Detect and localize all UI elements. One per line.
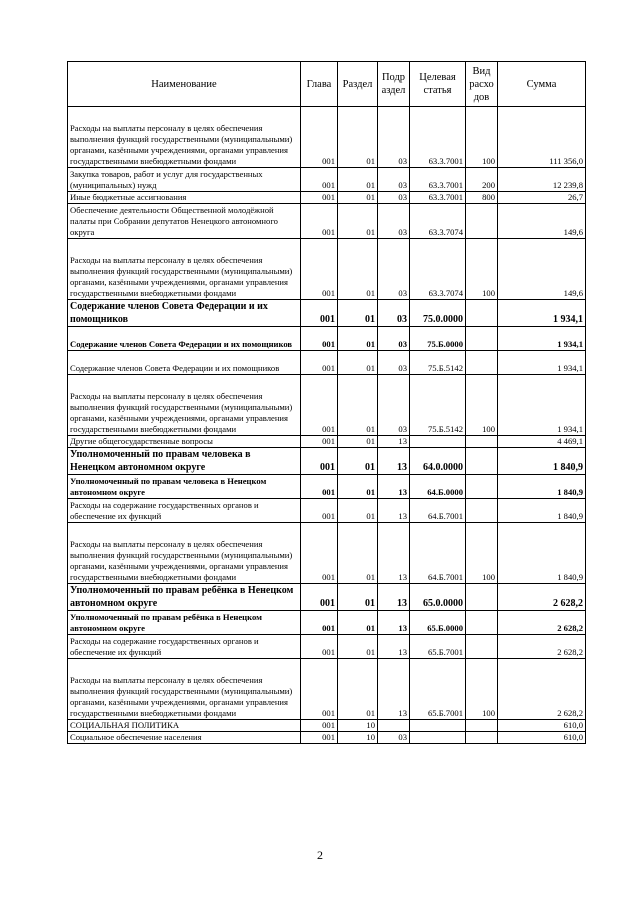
cell-amount: 149,6 bbox=[498, 239, 586, 300]
cell-name: Другие общегосударственные вопросы bbox=[68, 436, 301, 448]
cell-amount: 4 469,1 bbox=[498, 436, 586, 448]
cell-subsection: 13 bbox=[378, 523, 410, 584]
cell-expense-type bbox=[466, 584, 498, 611]
cell-name: Уполномоченный по правам человека в Ненецком автономном округе bbox=[68, 475, 301, 499]
cell-name: Иные бюджетные ассигнования bbox=[68, 192, 301, 204]
table-row bbox=[68, 499, 586, 523]
table-row bbox=[68, 436, 586, 448]
cell-expense-type bbox=[466, 204, 498, 239]
cell-amount: 149,6 bbox=[498, 204, 586, 239]
cell-expense-type bbox=[466, 300, 498, 327]
cell-expense-type bbox=[466, 732, 498, 744]
cell-expense-type: 100 bbox=[466, 375, 498, 436]
cell-target: 64.0.0000 bbox=[410, 448, 466, 475]
cell-name: Расходы на выплаты персоналу в целях обеспечения выполнения функций государственными (муниципальными) органами, казёнными учреждениями, органами управления государственными внебюджетными фондами bbox=[68, 107, 301, 168]
cell-subsection: 03 bbox=[378, 239, 410, 300]
cell-name: Расходы на содержание государственных органов и обеспечение их функций bbox=[68, 635, 301, 659]
cell-subsection: 13 bbox=[378, 436, 410, 448]
cell-name: СОЦИАЛЬНАЯ ПОЛИТИКА bbox=[68, 720, 301, 732]
cell-section: 01 bbox=[338, 436, 378, 448]
cell-target: 65.Б.0000 bbox=[410, 611, 466, 635]
cell-section: 01 bbox=[338, 584, 378, 611]
cell-subsection: 03 bbox=[378, 732, 410, 744]
header-amount: Сумма bbox=[498, 62, 586, 107]
cell-name: Расходы на выплаты персоналу в целях обеспечения выполнения функций государственными (муниципальными) органами, казёнными учреждениями, органами управления государственными внебюджетными фондами bbox=[68, 375, 301, 436]
cell-target: 75.Б.5142 bbox=[410, 375, 466, 436]
cell-name: Содержание членов Совета Федерации и их помощников bbox=[68, 300, 301, 327]
cell-amount: 111 356,0 bbox=[498, 107, 586, 168]
cell-chapter: 001 bbox=[301, 436, 338, 448]
table-row bbox=[68, 523, 586, 584]
cell-target: 63.3.7001 bbox=[410, 168, 466, 192]
cell-name: Содержание членов Совета Федерации и их помощников bbox=[68, 327, 301, 351]
cell-subsection: 13 bbox=[378, 448, 410, 475]
cell-subsection: 03 bbox=[378, 107, 410, 168]
cell-chapter: 001 bbox=[301, 375, 338, 436]
cell-name: Уполномоченный по правам ребёнка в Ненецком автономном округе bbox=[68, 584, 301, 611]
cell-subsection: 03 bbox=[378, 204, 410, 239]
cell-target bbox=[410, 732, 466, 744]
cell-chapter: 001 bbox=[301, 204, 338, 239]
cell-target: 63.3.7074 bbox=[410, 239, 466, 300]
cell-chapter: 001 bbox=[301, 659, 338, 720]
cell-amount: 610,0 bbox=[498, 732, 586, 744]
cell-chapter: 001 bbox=[301, 239, 338, 300]
cell-section: 01 bbox=[338, 204, 378, 239]
header-chapter: Глава bbox=[301, 62, 338, 107]
cell-amount: 1 934,1 bbox=[498, 327, 586, 351]
table-row bbox=[68, 475, 586, 499]
cell-name: Уполномоченный по правам человека в Ненецком автономном округе bbox=[68, 448, 301, 475]
budget-table bbox=[67, 61, 586, 744]
cell-subsection: 03 bbox=[378, 351, 410, 375]
cell-expense-type bbox=[466, 327, 498, 351]
cell-amount: 1 840,9 bbox=[498, 499, 586, 523]
cell-subsection: 03 bbox=[378, 327, 410, 351]
table-row bbox=[68, 635, 586, 659]
cell-section: 01 bbox=[338, 611, 378, 635]
table-row bbox=[68, 720, 586, 732]
cell-expense-type bbox=[466, 720, 498, 732]
cell-name: Обеспечение деятельности Общественной молодёжной палаты при Собрании депутатов Ненецкого автономного округа bbox=[68, 204, 301, 239]
cell-subsection: 03 bbox=[378, 375, 410, 436]
cell-section: 10 bbox=[338, 732, 378, 744]
cell-target: 63.3.7001 bbox=[410, 192, 466, 204]
cell-chapter: 001 bbox=[301, 327, 338, 351]
table-row bbox=[68, 168, 586, 192]
table-body bbox=[68, 107, 586, 744]
cell-amount: 1 840,9 bbox=[498, 448, 586, 475]
cell-section: 01 bbox=[338, 192, 378, 204]
cell-chapter: 001 bbox=[301, 499, 338, 523]
cell-chapter: 001 bbox=[301, 732, 338, 744]
cell-target bbox=[410, 720, 466, 732]
cell-amount: 26,7 bbox=[498, 192, 586, 204]
cell-section: 01 bbox=[338, 351, 378, 375]
cell-target: 75.0.0000 bbox=[410, 300, 466, 327]
cell-subsection: 13 bbox=[378, 635, 410, 659]
cell-name: Закупка товаров, работ и услуг для государственных (муниципальных) нужд bbox=[68, 168, 301, 192]
cell-target: 64.Б.0000 bbox=[410, 475, 466, 499]
cell-amount: 2 628,2 bbox=[498, 635, 586, 659]
cell-amount: 2 628,2 bbox=[498, 659, 586, 720]
cell-subsection: 13 bbox=[378, 659, 410, 720]
cell-expense-type bbox=[466, 635, 498, 659]
cell-subsection: 03 bbox=[378, 168, 410, 192]
header-target: Целевая статья bbox=[410, 62, 466, 107]
cell-section: 01 bbox=[338, 659, 378, 720]
cell-subsection bbox=[378, 720, 410, 732]
header-section: Раздел bbox=[338, 62, 378, 107]
table-row bbox=[68, 192, 586, 204]
cell-section: 01 bbox=[338, 448, 378, 475]
cell-subsection: 13 bbox=[378, 584, 410, 611]
table-row bbox=[68, 659, 586, 720]
cell-subsection: 03 bbox=[378, 192, 410, 204]
cell-target: 75.Б.5142 bbox=[410, 351, 466, 375]
cell-target: 65.Б.7001 bbox=[410, 659, 466, 720]
table-row bbox=[68, 375, 586, 436]
table-row bbox=[68, 732, 586, 744]
cell-name: Расходы на содержание государственных органов и обеспечение их функций bbox=[68, 499, 301, 523]
cell-chapter: 001 bbox=[301, 635, 338, 659]
cell-amount: 610,0 bbox=[498, 720, 586, 732]
table-row bbox=[68, 351, 586, 375]
cell-expense-type bbox=[466, 611, 498, 635]
table-row bbox=[68, 448, 586, 475]
cell-amount: 1 840,9 bbox=[498, 523, 586, 584]
header-row bbox=[68, 62, 586, 107]
cell-section: 01 bbox=[338, 375, 378, 436]
cell-expense-type: 200 bbox=[466, 168, 498, 192]
cell-chapter: 001 bbox=[301, 523, 338, 584]
cell-chapter: 001 bbox=[301, 475, 338, 499]
cell-section: 01 bbox=[338, 523, 378, 584]
cell-expense-type: 800 bbox=[466, 192, 498, 204]
cell-chapter: 001 bbox=[301, 611, 338, 635]
cell-expense-type bbox=[466, 351, 498, 375]
cell-subsection: 13 bbox=[378, 611, 410, 635]
cell-name: Социальное обеспечение населения bbox=[68, 732, 301, 744]
cell-amount: 1 934,1 bbox=[498, 351, 586, 375]
cell-target bbox=[410, 436, 466, 448]
cell-name: Уполномоченный по правам ребёнка в Ненецком автономном округе bbox=[68, 611, 301, 635]
cell-name: Расходы на выплаты персоналу в целях обеспечения выполнения функций государственными (муниципальными) органами, казёнными учреждениями, органами управления государственными внебюджетными фондами bbox=[68, 523, 301, 584]
page-number: 2 bbox=[317, 848, 323, 862]
cell-target: 64.Б.7001 bbox=[410, 523, 466, 584]
cell-expense-type: 100 bbox=[466, 107, 498, 168]
cell-target: 65.Б.7001 bbox=[410, 635, 466, 659]
cell-amount: 2 628,2 bbox=[498, 611, 586, 635]
cell-expense-type bbox=[466, 499, 498, 523]
cell-target: 63.3.7001 bbox=[410, 107, 466, 168]
cell-section: 01 bbox=[338, 168, 378, 192]
cell-chapter: 001 bbox=[301, 351, 338, 375]
cell-chapter: 001 bbox=[301, 168, 338, 192]
cell-name: Расходы на выплаты персоналу в целях обеспечения выполнения функций государственными (муниципальными) органами, казёнными учреждениями, органами управления государственными внебюджетными фондами bbox=[68, 239, 301, 300]
cell-expense-type: 100 bbox=[466, 239, 498, 300]
cell-name: Расходы на выплаты персоналу в целях обеспечения выполнения функций государственными (муниципальными) органами, казёнными учреждениями, органами управления государственными внебюджетными фондами bbox=[68, 659, 301, 720]
cell-chapter: 001 bbox=[301, 300, 338, 327]
cell-expense-type bbox=[466, 475, 498, 499]
cell-amount: 1 840,9 bbox=[498, 475, 586, 499]
cell-chapter: 001 bbox=[301, 107, 338, 168]
cell-amount: 1 934,1 bbox=[498, 300, 586, 327]
cell-expense-type bbox=[466, 448, 498, 475]
table-row bbox=[68, 584, 586, 611]
cell-section: 01 bbox=[338, 635, 378, 659]
table-row bbox=[68, 239, 586, 300]
cell-subsection: 13 bbox=[378, 475, 410, 499]
table-row bbox=[68, 204, 586, 239]
cell-expense-type bbox=[466, 436, 498, 448]
cell-section: 01 bbox=[338, 239, 378, 300]
cell-section: 01 bbox=[338, 327, 378, 351]
cell-section: 01 bbox=[338, 300, 378, 327]
cell-target: 64.Б.7001 bbox=[410, 499, 466, 523]
cell-subsection: 03 bbox=[378, 300, 410, 327]
cell-amount: 12 239,8 bbox=[498, 168, 586, 192]
cell-chapter: 001 bbox=[301, 448, 338, 475]
header-name: Наименование bbox=[68, 62, 301, 107]
cell-chapter: 001 bbox=[301, 192, 338, 204]
cell-target: 75.Б.0000 bbox=[410, 327, 466, 351]
cell-expense-type: 100 bbox=[466, 659, 498, 720]
cell-amount: 1 934,1 bbox=[498, 375, 586, 436]
cell-section: 10 bbox=[338, 720, 378, 732]
table-row bbox=[68, 327, 586, 351]
cell-target: 63.3.7074 bbox=[410, 204, 466, 239]
cell-amount: 2 628,2 bbox=[498, 584, 586, 611]
cell-section: 01 bbox=[338, 499, 378, 523]
header-subsection: Подр аздел bbox=[378, 62, 410, 107]
cell-target: 65.0.0000 bbox=[410, 584, 466, 611]
table-row bbox=[68, 611, 586, 635]
table-row bbox=[68, 300, 586, 327]
header-expense-type: Вид расхо дов bbox=[466, 62, 498, 107]
cell-chapter: 001 bbox=[301, 584, 338, 611]
cell-section: 01 bbox=[338, 107, 378, 168]
cell-subsection: 13 bbox=[378, 499, 410, 523]
table-row bbox=[68, 107, 586, 168]
cell-expense-type: 100 bbox=[466, 523, 498, 584]
cell-name: Содержание членов Совета Федерации и их помощников bbox=[68, 351, 301, 375]
cell-section: 01 bbox=[338, 475, 378, 499]
cell-chapter: 001 bbox=[301, 720, 338, 732]
